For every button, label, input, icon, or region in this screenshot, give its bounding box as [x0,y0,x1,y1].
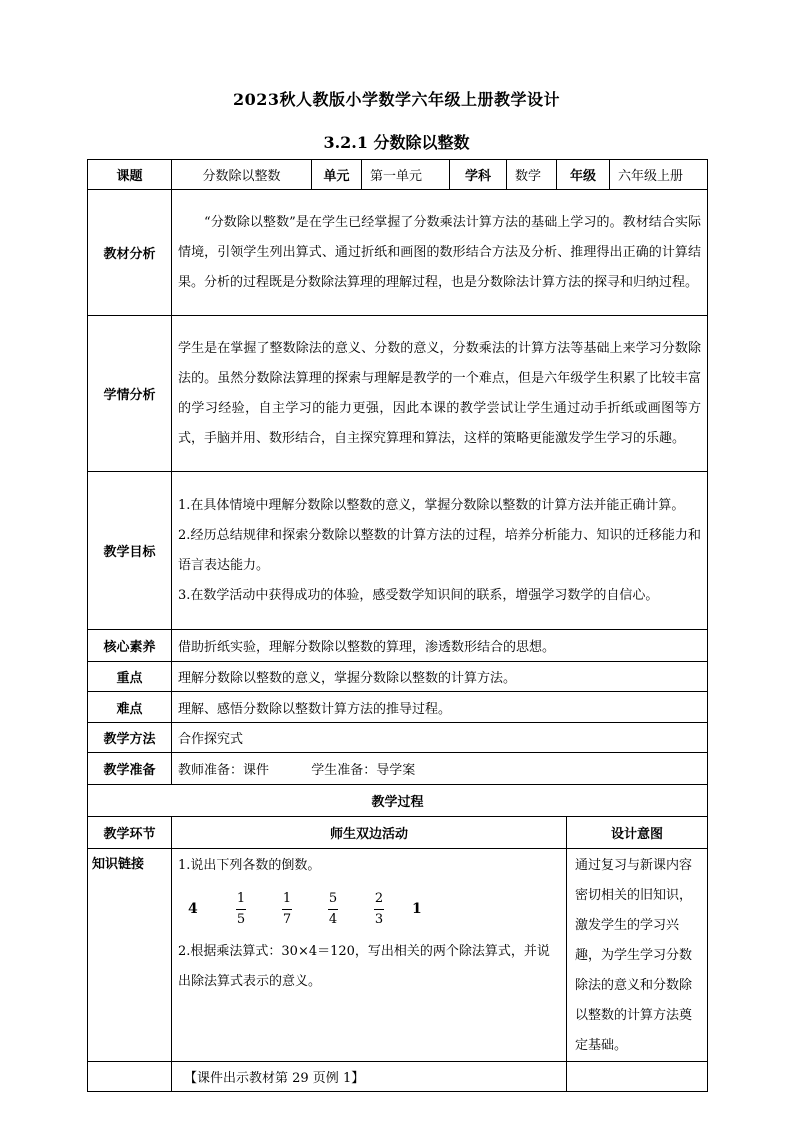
students-row [88,316,708,472]
grade-label: 年级 [557,160,610,190]
unit-value: 第一单元 [362,160,450,190]
core-text: 借助折纸实验，理解分数除以整数的算理，渗透数形结合的思想。 [172,630,708,662]
core-row [88,630,708,662]
col-activity: 师生双边活动 [172,817,567,849]
method-text: 合作探究式 [172,723,708,753]
lesson-plan-table [87,159,708,1092]
difficulty-text: 理解、感悟分数除以整数计算方法的推导过程。 [172,692,708,723]
col-stage: 教学环节 [88,817,172,849]
fraction-1 [218,891,264,928]
core-label: 核心素养 [88,630,172,662]
fraction-2 [264,891,310,928]
difficulty-label: 难点 [88,692,172,723]
key-row [88,662,708,692]
process-header-row [88,817,708,849]
students-text: 学生是在掌握了整数除法的意义、分数的意义，分数乘法的计算方法等基础上来学习分数除法的。虽然分数除法算理的探索与理解是教学的一个难点，但是六年级学生积累了比较丰富的学习经验，自主学习的能力更强，因此本课的教学尝试让学生通过动手折纸或画图等方式，手脑并用、数形结合，自主探究算理和算法，这样的策略更能激发学生学习的乐趣。 [178,340,702,446]
example-row [88,1062,708,1092]
goal-item-3: 3.在数学活动中获得成功的体验，感受数学知识间的联系，增强学习数学的自信心。 [178,587,659,603]
textbook-row [88,190,708,316]
knowledge-row [88,849,708,1062]
difficulty-row [88,692,708,723]
method-label: 教学方法 [88,723,172,753]
fraction-numerator: 5 [328,890,338,906]
col-intent: 设计意图 [567,817,708,849]
goals-label: 教学目标 [88,472,172,630]
fraction-bar [374,909,384,910]
subject-label: 学科 [450,160,507,190]
students-label: 学情分析 [88,316,172,472]
fraction-3 [310,891,356,928]
info-row [88,160,708,190]
process-title: 教学过程 [88,785,708,817]
fraction-numerator: 1 [236,890,246,906]
fraction-denominator: 7 [282,911,292,927]
fraction-denominator: 4 [328,911,338,927]
textbook-label: 教材分析 [88,190,172,316]
fraction-denominator: 3 [374,911,384,927]
knowledge-q2: 2.根据乘法算式：30×4＝120，写出相关的两个除法算式，并说出除法算式表示的意义。 [178,944,550,989]
example-intent-cell [567,1062,708,1092]
fraction-4 [356,891,402,928]
teacher-prep: 教师准备：课件 [178,763,270,778]
grade-value: 六年级上册 [610,160,708,190]
process-title-row [88,785,708,817]
topic-label: 课题 [88,160,172,190]
goals-row [88,472,708,630]
textbook-content [172,190,708,316]
knowledge-intent: 通过复习与新课内容密切相关的旧知识，激发学生的学习兴趣，为学生学习分数除法的意义和分数除以整数的计算方法奠定基础。 [567,849,708,1062]
fraction-bar [328,909,338,910]
page-title: 2023秋人教版小学数学六年级上册教学设计 [232,90,561,109]
unit-label: 单元 [312,160,362,190]
students-content [172,316,708,472]
reciprocal-numbers [188,881,560,937]
knowledge-q1: 1.说出下列各数的倒数。 [178,858,321,873]
example-stage-cell [88,1062,172,1092]
method-row [88,723,708,753]
key-text: 理解分数除以整数的意义，掌握分数除以整数的计算方法。 [172,662,708,692]
goal-item-2: 2.经历总结规律和探索分数除以整数的计算方法的过程，培养分析能力、知识的迁移能力和语言表达能力。 [178,527,702,573]
prep-label: 教学准备 [88,753,172,785]
prep-content [172,753,708,785]
number-first: 4 [188,901,198,917]
knowledge-content [172,849,567,1062]
number-last: 1 [412,901,422,917]
lesson-title: 3.2.1 分数除以整数 [323,133,470,152]
goals-content [172,472,708,630]
fraction-numerator: 1 [282,890,292,906]
fraction-numerator: 2 [374,890,384,906]
goal-item-1: 1.在具体情境中理解分数除以整数的意义，掌握分数除以整数的计算方法并能正确计算。 [178,497,685,513]
knowledge-label: 知识链接 [88,849,172,1062]
textbook-text: “分数除以整数”是在学生已经掌握了分数乘法计算方法的基础上学习的。教材结合实际情境，引领学生列出算式、通过折纸和画图的数形结合方法及分析、推理得出正确的计算结果。分析的过程既是分数除法算理的理解过程，也是分数除法计算方法的探寻和归纳过程。 [178,214,702,290]
fraction-bar [236,909,246,910]
topic-value: 分数除以整数 [172,160,312,190]
subject-value: 数学 [507,160,557,190]
key-label: 重点 [88,662,172,692]
fraction-bar [282,909,292,910]
student-prep: 学生准备：导学案 [311,763,416,778]
fraction-denominator: 5 [236,911,246,927]
example-text: 【课件出示教材第 29 页例 1】 [172,1062,567,1092]
prep-row [88,753,708,785]
